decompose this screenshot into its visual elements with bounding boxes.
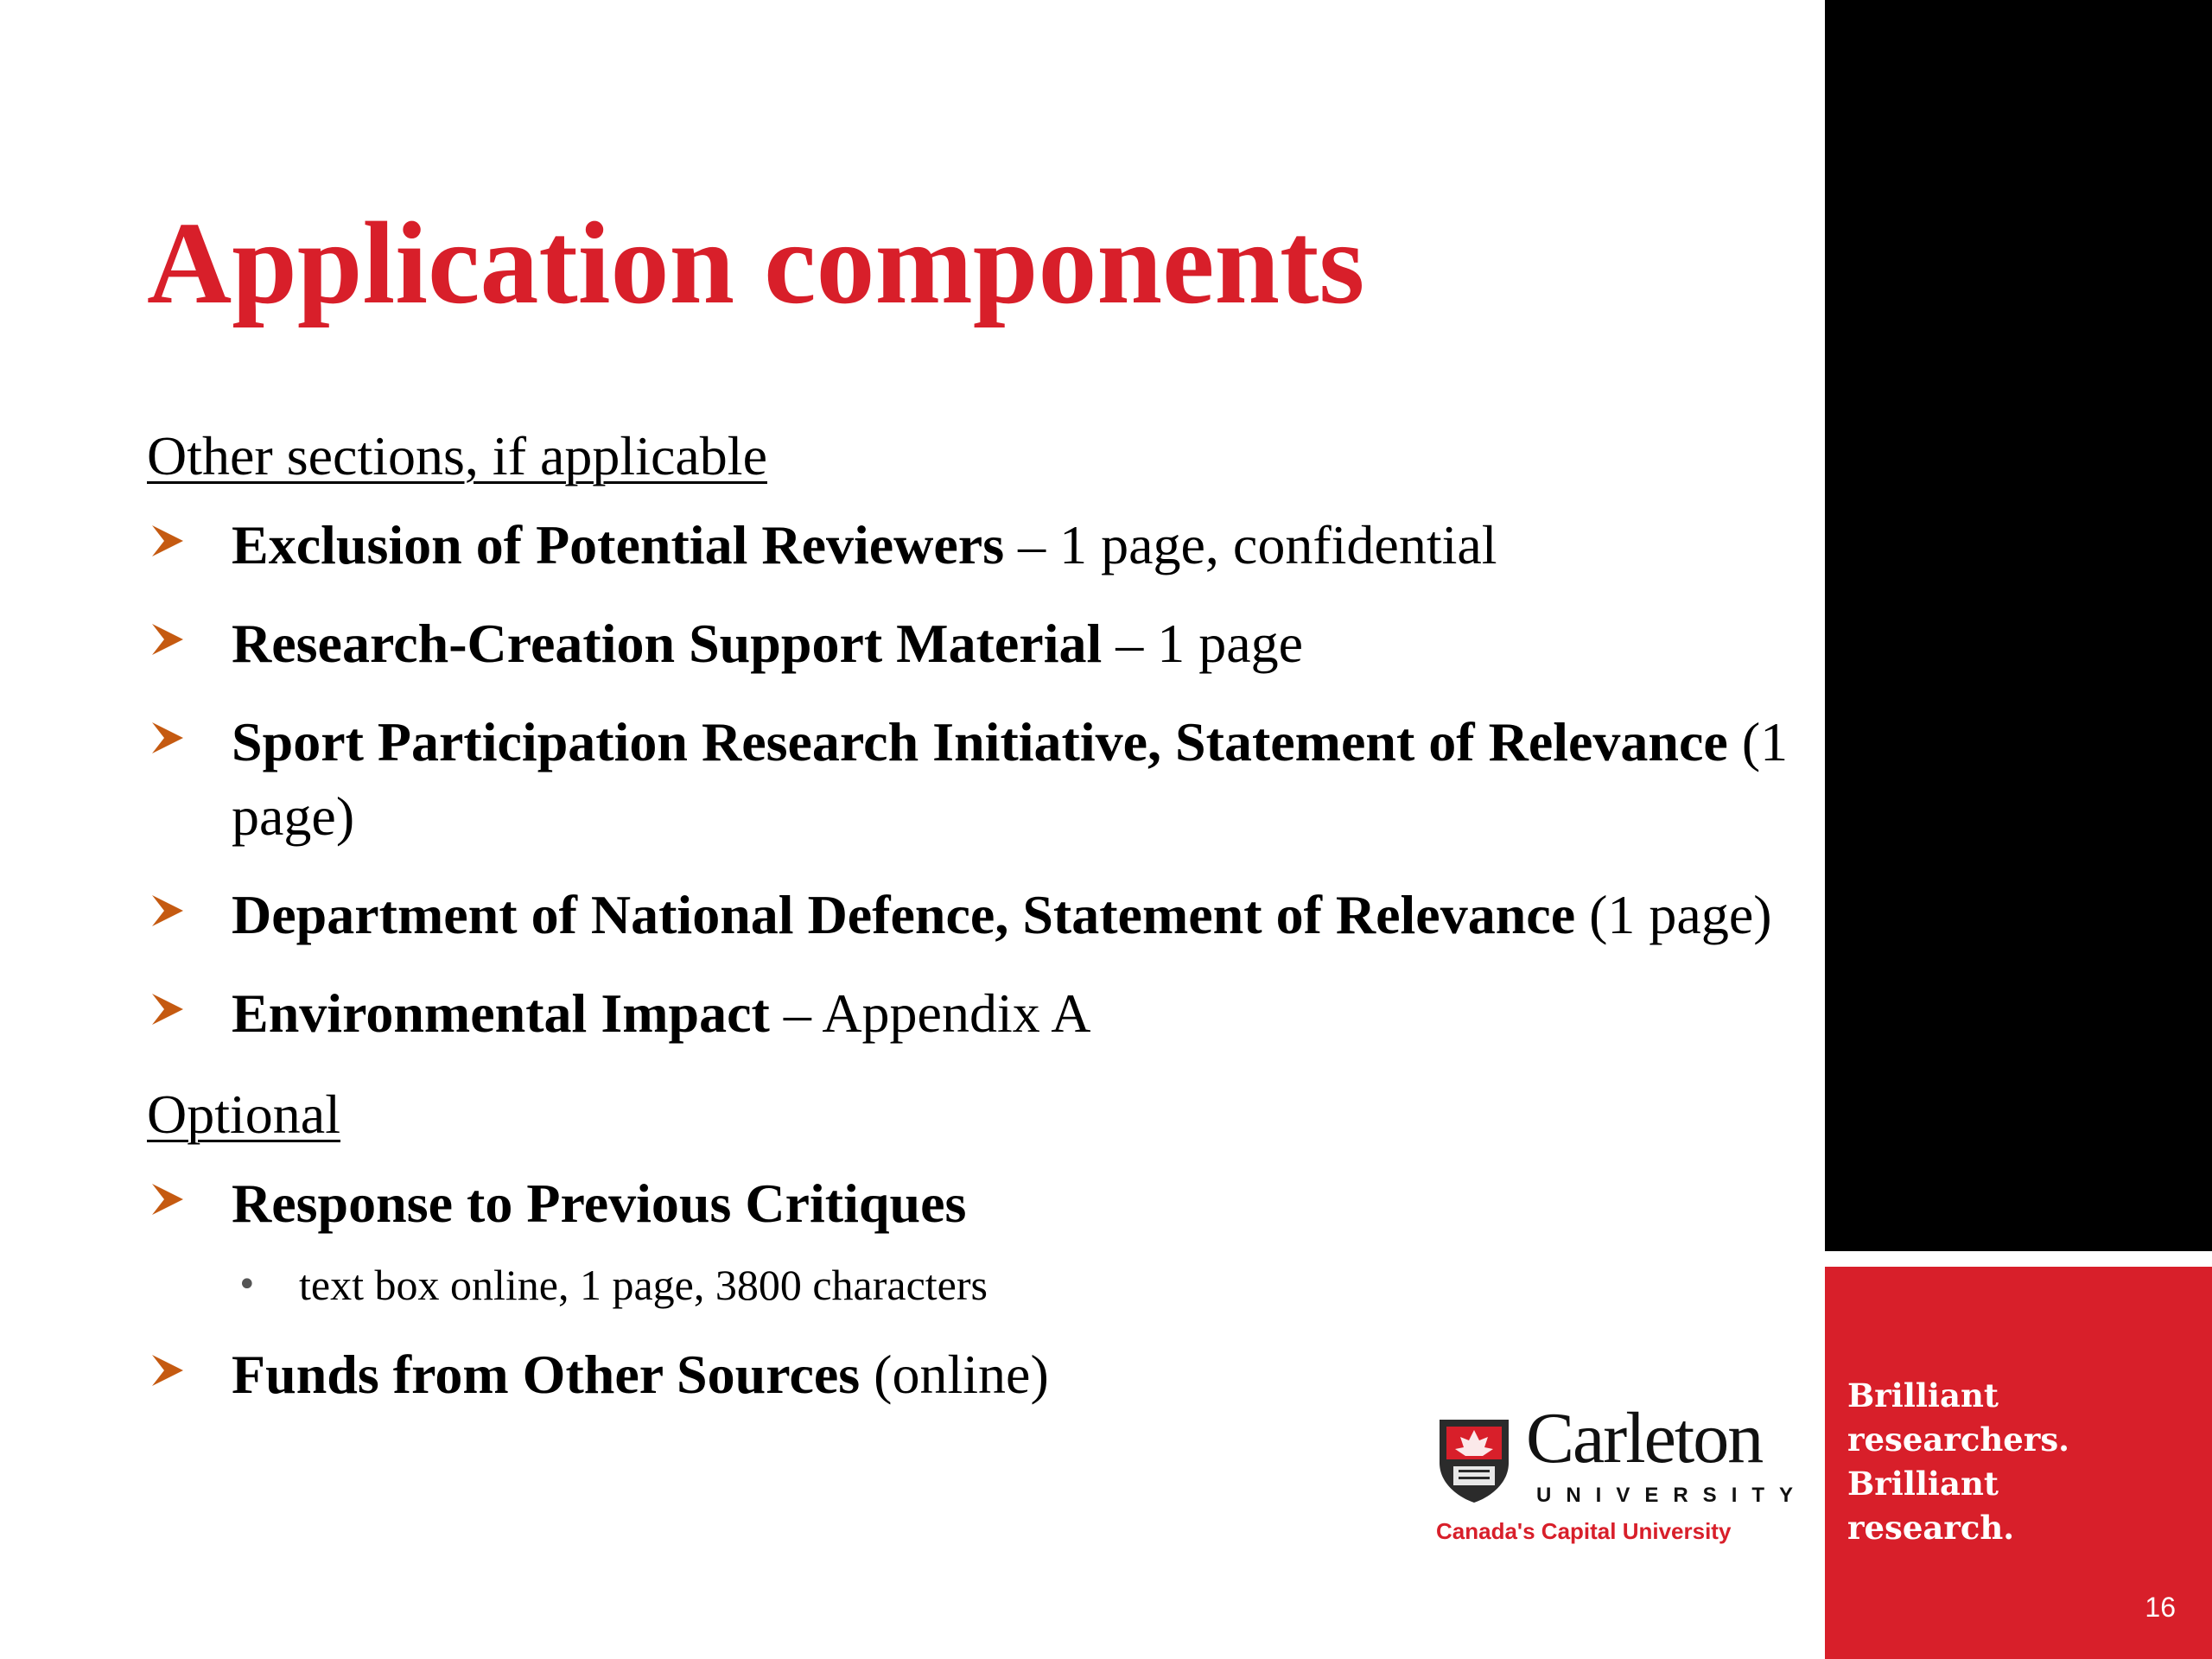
logo-university: UNIVERSITY (1536, 1484, 1808, 1507)
slide-title: Application components (147, 199, 1365, 328)
item-title: Exclusion of Potential Reviewers (232, 514, 1005, 575)
sidebar-black-panel (1825, 0, 2212, 1251)
item-title: Sport Participation Research Initiative, Statement of Relevance (232, 711, 1728, 772)
sub-item-text: text box online, 1 page, 3800 characters (299, 1261, 988, 1309)
arrow-bullet-icon (147, 1350, 188, 1391)
bullet-dot-icon: • (237, 1265, 257, 1305)
item-title: Department of National Defence, Statement of Relevance (232, 884, 1576, 945)
brand-tagline (1847, 1374, 2193, 1550)
list-item (147, 607, 1815, 681)
item-detail: – Appendix A (769, 982, 1091, 1044)
list-item (147, 705, 1815, 854)
list-item (147, 878, 1815, 952)
list-item (147, 976, 1815, 1051)
arrow-bullet-icon (147, 988, 188, 1030)
arrow-bullet-icon (147, 520, 188, 562)
arrow-bullet-icon (147, 1179, 188, 1220)
logo-tagline: Canada's Capital University (1436, 1518, 1732, 1544)
section-heading-optional: Optional (147, 1084, 340, 1145)
carleton-logo (1434, 1398, 1808, 1560)
item-detail: – 1 page (1102, 613, 1304, 674)
slide-content (147, 406, 1815, 1436)
sub-list-item (147, 1255, 1815, 1315)
tagline-line: Brilliant (1847, 1376, 1999, 1414)
item-detail: (1 page) (232, 711, 1789, 847)
item-detail: – 1 page, confidential (1004, 514, 1497, 575)
section-heading-other: Other sections, if applicable (147, 425, 767, 486)
arrow-bullet-icon (147, 890, 188, 931)
logo-name: Carleton (1526, 1398, 1763, 1478)
tagline-line: Brilliant (1847, 1465, 1999, 1503)
item-detail: (1 page) (1575, 884, 1772, 945)
arrow-bullet-icon (147, 619, 188, 660)
item-title: Funds from Other Sources (232, 1344, 861, 1405)
tagline-line: research. (1847, 1509, 2015, 1547)
shield-icon (1434, 1414, 1514, 1504)
item-detail: (online) (860, 1344, 1049, 1405)
item-title: Environmental Impact (232, 982, 770, 1044)
slide-number: 16 (2145, 1592, 2176, 1623)
list-item (147, 1166, 1815, 1241)
sidebar-divider (1825, 1251, 2212, 1267)
item-title: Research-Creation Support Material (232, 613, 1103, 674)
list-item (147, 508, 1815, 582)
tagline-line: researchers. (1847, 1421, 2070, 1459)
arrow-bullet-icon (147, 717, 188, 759)
item-title: Response to Previous Critiques (232, 1173, 967, 1234)
